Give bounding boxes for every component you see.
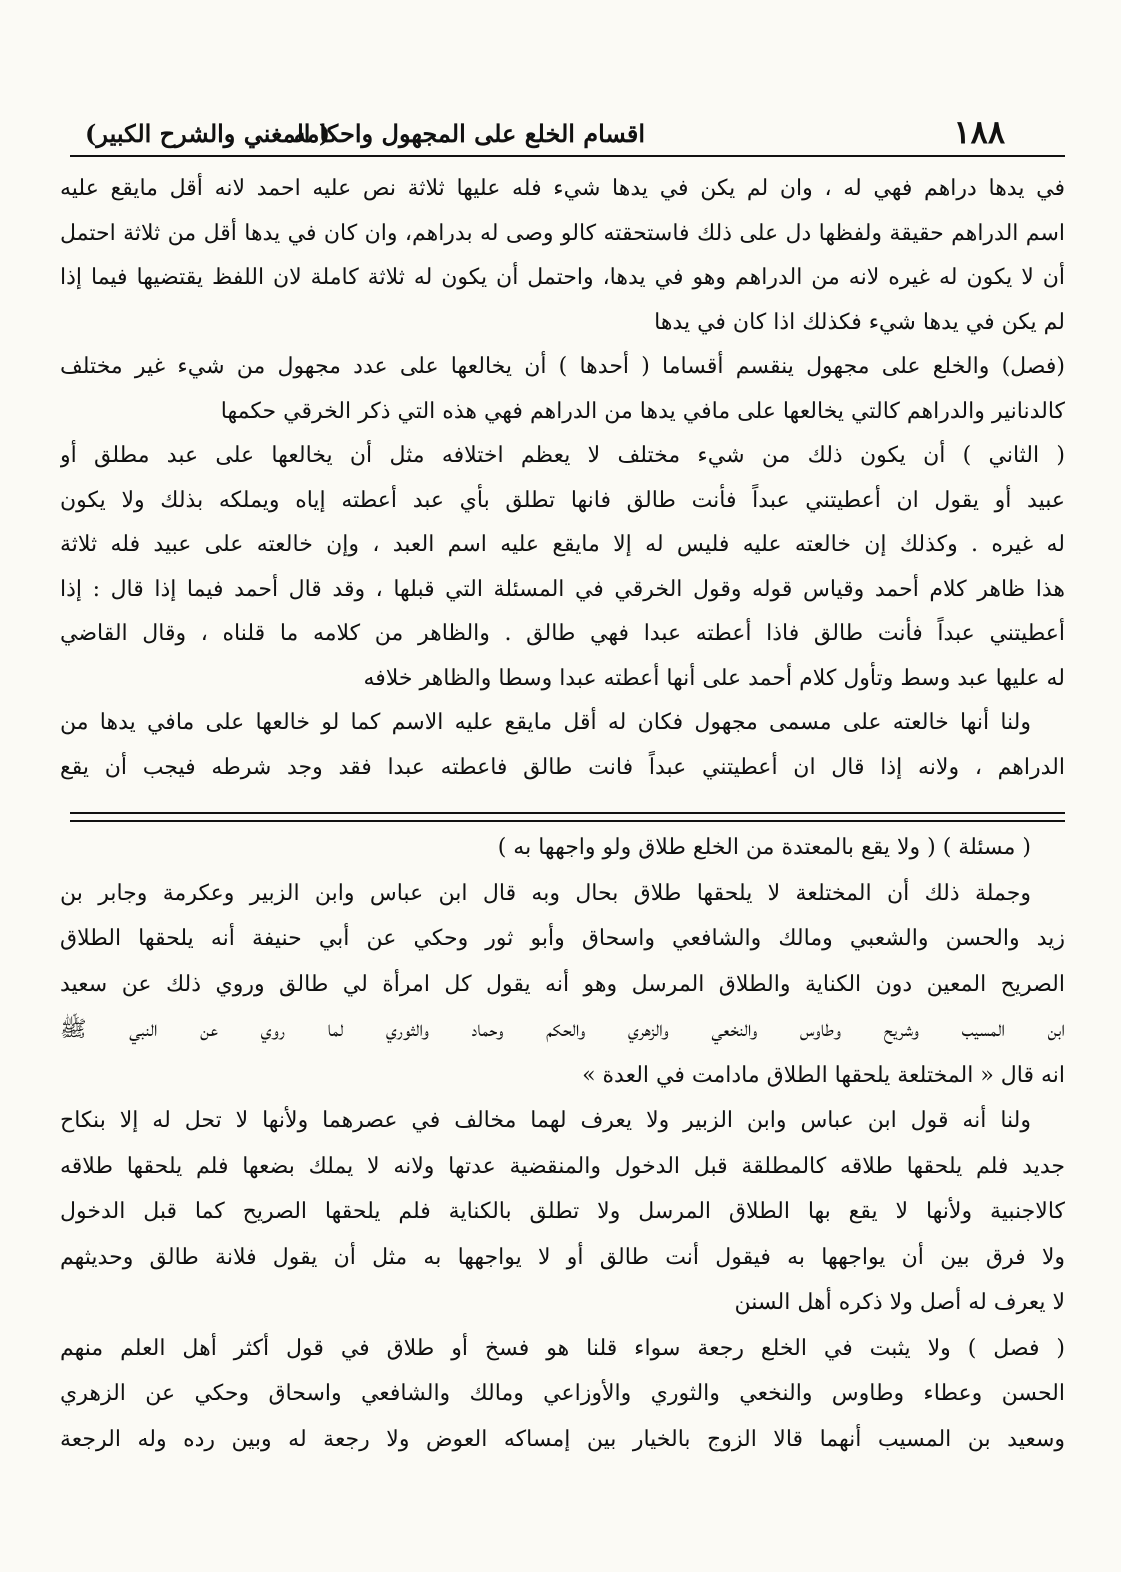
text-line: ( مسئلة ) ( ولا يقع بالمعتدة من الخلع طلاق ولو واجهها به ) [497,835,1031,860]
text-line: ابن المسيب وشريح وطاوس والنخعي والزهري والحكم وحماد والثوري لما روي عن النبي ﷺ [60,1017,1065,1042]
text-line: ( فصل ) ولا يثبت في الخلع رجعة سواء قلنا هو فسخ أو طلاق في قول أكثر أهل العلم منهم [60,1335,1065,1361]
main-text [60,167,1065,790]
text-line: جديد فلم يلحقها طلاقه كالمطلقة قبل الدخول والمنقضية عدتها ولانه لا يملك بضعها فلم يلحقها طلاقه [60,1153,1065,1179]
text-line: اسم الدراهم حقيقة ولفظها دل على ذلك فاستحقته كالو وصى له بدراهم، وان كان في يدها أقل من ثلاثة احتمل [60,220,1065,246]
text-line: أن لا يكون له غيره لانه من الدراهم وهو في يدها، واحتمل أن يكون له ثلاثة كاملة لان اللفظ يقتضيها فيما إذا [60,265,1065,290]
text-line: ( الثاني ) أن يكون ذلك من شيء مختلف لا يعظم اختلافه مثل أن يخالعها على عبد مطلق أو [60,443,1065,468]
text-line: ولنا أنها خالعته على مسمى مجهول فكان له أقل مايقع عليه الاسم كما لو خالعها على مافي يدها من [60,710,1031,735]
text-line: لا يعرف له أصل ولا ذكره أهل السنن [734,1290,1065,1315]
text-line: زيد والحسن والشعبي ومالك والشافعي واسحاق وأبو ثور وحكي عن أبي حنيفة أنه يلحقها الطلاق [60,926,1065,951]
text-line: وسعيد بن المسيب أنهما قالا الزوج بالخيار بين إمساكه العوض ولا رجعة له وبين رده وله الرجعة [60,1426,1065,1452]
text-line: له غيره . وكذلك إن خالعته عليه فليس له إلا مايقع عليه اسم العبد ، وإن خالعته على عبيد فله ثلاثة [60,532,1065,557]
text-line: وجملة ذلك أن المختلعة لا يلحقها طلاق بحال وبه قال ابن عباس وابن الزبير وعكرمة وجابر بن [60,880,1031,906]
chapter-title: اقسام الخلع على المجهول واحكامه [293,119,645,148]
text-line: انه قال « المختلعة يلحقها الطلاق مادامت في العدة » [582,1062,1065,1088]
text-line: هذا ظاهر كلام أحمد وقياس قوله وقول الخرقي في المسئلة التي قبلها ، وقد قال أحمد فيما إذا قال : إذا [60,576,1065,602]
page-number: ١٨٨ [953,113,1005,151]
commentary-text [60,825,1065,1462]
text-line: الدراهم ، ولانه إذا قال ان أعطيتني عبداً فانت طالق فاعطته عبدا فقد وجد شرطه فيجب أن يقع [60,754,1065,780]
text-line: ولا فرق بين أن يواجهها به فيقول أنت طالق أو لا يواجهها به مثل أن يقول فلانة طالق وحديثهم [60,1244,1065,1270]
header-rule [70,155,1065,157]
section-divider [70,812,1065,822]
text-line: الحسن وعطاء وطاوس والنخعي والثوري والأوزاعي ومالك والشافعي واسحاق وحكي عن الزهري [60,1381,1065,1406]
running-header [60,105,1065,155]
text-line: ولنا أنه قول ابن عباس وابن الزبير ولا يعرف لهما مخالف في عصرهما ولأنها لا تحل له إلا بنكاح [60,1108,1031,1133]
text-line: (فصل) والخلع على مجهول ينقسم أقساما ( أحدها ) أن يخالعها على عدد مجهول من شيء غير مختلف [60,354,1065,379]
text-line: لم يكن في يدها شيء فكذلك اذا كان في يدها [654,309,1065,335]
text-line: كالاجنبية ولأنها لا يقع بها الطلاق المرسل ولا تطلق بالكناية فلم يلحقها الصريح كما قبل الدخول [60,1199,1065,1224]
text-line: الصريح المعين دون الكناية والطلاق المرسل وهو أنه يقول كل امرأة لي طالق وروي ذلك عن سعيد [60,971,1065,997]
text-line: له عليها عبد وسط وتأول كلام أحمد على أنها أعطته عبدا وسطا والظاهر خلافه [363,665,1065,691]
text-line: في يدها دراهم فهي له ، وان لم يكن في يدها شيء فله عليها ثلاثة نص عليه احمد لانه أقل مايقع عليه [60,176,1065,201]
text-line: أعطيتني عبداً فأنت طالق فاذا أعطته عبدا فهي طالق . والظاهر من كلامه ما قلناه ، وقال القاضي [60,621,1065,646]
book-title: ( المغني والشرح الكبير) [85,119,331,148]
document-page [60,105,1065,1452]
text-line: كالدنانير والدراهم كالتي يخالعها على مافي يدها من الدراهم فهي هذه التي ذكر الخرقي حكمها [220,398,1065,424]
text-line: عبيد أو يقول ان أعطيتني عبداً فأنت طالق فانها تطلق بأي عبد أعطته إياه ويملكه بذلك ولا يكون [60,487,1065,513]
